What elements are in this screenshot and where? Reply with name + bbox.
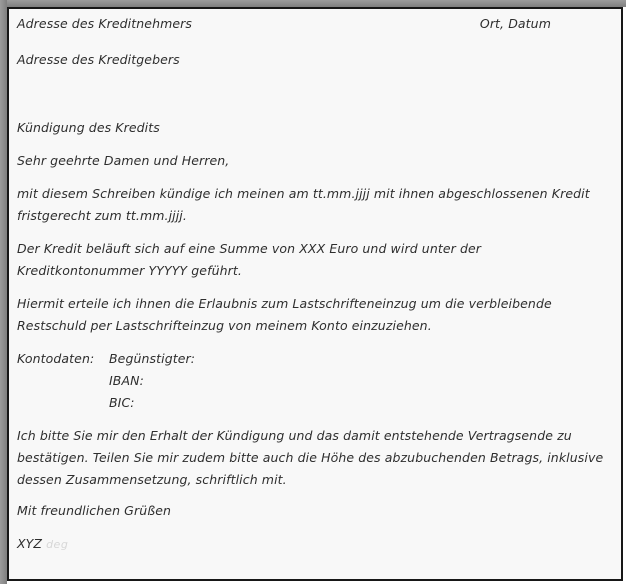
account-field-iban: IBAN: bbox=[109, 373, 144, 388]
body-paragraph-2: Der Kredit beläuft sich auf eine Summe von XXX Euro und wird unter der Kreditkontonummer YYYYY geführt. bbox=[17, 241, 482, 278]
signature-row bbox=[17, 533, 611, 556]
frame-top-band bbox=[0, 0, 626, 7]
letter-page bbox=[7, 7, 623, 581]
subject-line: Kündigung des Kredits bbox=[17, 120, 160, 135]
regards-line: Mit freundlichen Grüßen bbox=[17, 503, 172, 518]
account-field-bic: BIC: bbox=[109, 395, 135, 410]
signature-line: XYZ bbox=[17, 536, 43, 551]
place-date-line: Ort, Datum bbox=[479, 16, 551, 31]
letter-header bbox=[17, 13, 611, 35]
closing-paragraph: Ich bitte Sie mir den Erhalt der Kündigung und das damit entstehende Vertragsende zu bestätigen. Teilen Sie mir zudem bitte auch die Höhe des abzubuchenden Betrags, inklusive dessen Zusammensetzung, schriftlich mit. bbox=[17, 428, 604, 487]
account-details-block bbox=[17, 348, 611, 414]
salutation-line: Sehr geehrte Damen und Herren, bbox=[17, 153, 230, 168]
account-fields-column bbox=[109, 348, 195, 414]
frame-left-band bbox=[0, 0, 7, 584]
watermark-text: deg bbox=[46, 538, 69, 551]
account-details-label: Kontodaten: bbox=[17, 351, 95, 366]
body-paragraph-1: mit diesem Schreiben kündige ich meinen am tt.mm.jjjj mit ihnen abgeschlossenen Kredit fristgerecht zum tt.mm.jjjj. bbox=[17, 186, 590, 223]
sender-address-line: Adresse des Kreditnehmers bbox=[17, 16, 193, 31]
recipient-address-line: Adresse des Kreditgebers bbox=[17, 52, 180, 67]
account-field-beneficiary: Begünstigter: bbox=[109, 351, 196, 366]
body-paragraph-3: Hiermit erteile ich ihnen die Erlaubnis zum Lastschrifteneinzug um die verbleibende Restschuld per Lastschrifteinzug von meinem Konto einzuziehen. bbox=[17, 296, 552, 333]
